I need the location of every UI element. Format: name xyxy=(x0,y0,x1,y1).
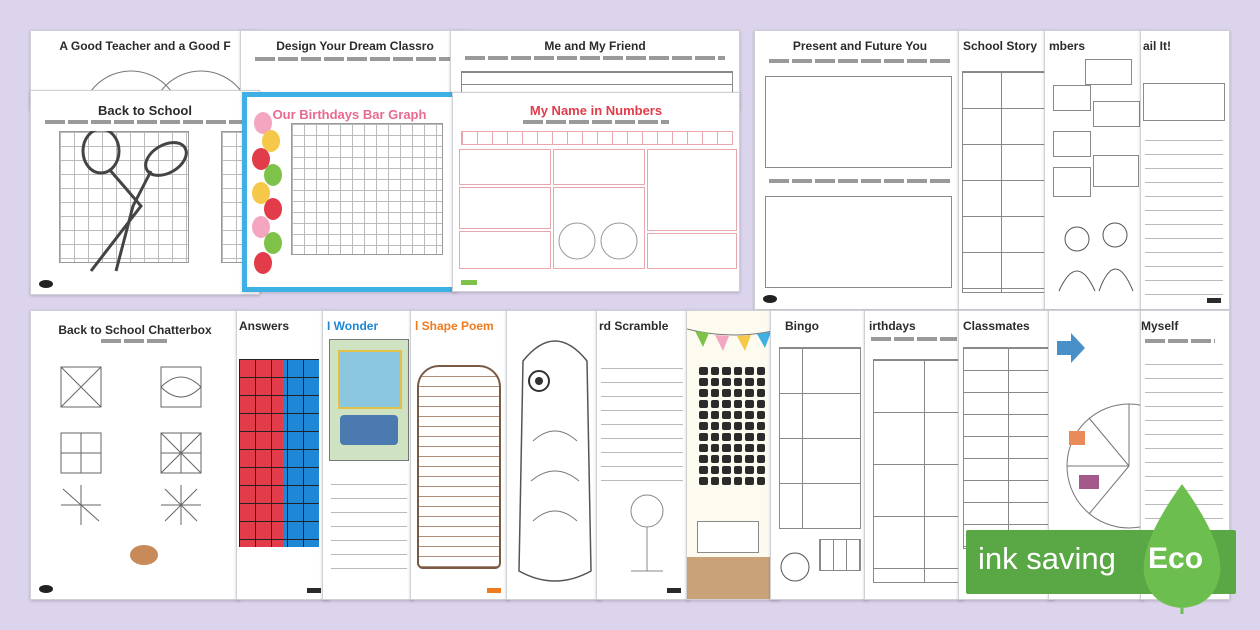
task-box xyxy=(459,231,551,269)
sheet-present-future xyxy=(754,30,966,310)
arrow-icon xyxy=(1053,331,1089,365)
sheet-shape-poem xyxy=(410,310,510,600)
sheet-wonder xyxy=(322,310,414,600)
instructions xyxy=(1145,339,1215,343)
task-box xyxy=(647,233,737,269)
sheet-numbers xyxy=(1044,30,1144,310)
sheet-word-scramble xyxy=(596,310,690,600)
sheet-title: Myself xyxy=(1141,319,1179,333)
answer-box xyxy=(697,521,759,553)
ink-saving-label: ink saving xyxy=(978,541,1116,576)
logo-mark xyxy=(39,280,53,288)
tally-box xyxy=(819,539,861,571)
sheet-title: School Story xyxy=(963,39,1038,53)
task-box xyxy=(459,149,551,185)
story-table xyxy=(962,71,1048,293)
classroom-illustration xyxy=(329,339,409,461)
sheet-title: I Wonder xyxy=(327,319,379,333)
sheet-name-in-numbers xyxy=(452,92,740,292)
sheet-title: ail It! xyxy=(1143,39,1172,53)
present-drawing-box xyxy=(765,76,952,168)
logo-mark xyxy=(487,588,501,593)
sheet-title: Classmates xyxy=(963,319,1030,333)
sheet-bingo xyxy=(770,310,868,600)
ball-icon xyxy=(779,551,811,583)
logo-mark xyxy=(1207,298,1221,303)
sheet-title: My Name in Numbers xyxy=(529,103,663,118)
instructions xyxy=(101,339,169,343)
sheet-title: Our Birthdays Bar Graph xyxy=(272,107,427,122)
balloons-icon xyxy=(249,111,285,281)
logo-mark xyxy=(667,588,681,593)
sheet-title: Me and My Friend xyxy=(544,39,646,53)
sheet-title: irthdays xyxy=(869,319,916,333)
letter-grid xyxy=(699,367,765,485)
fact-box xyxy=(1053,85,1091,111)
future-drawing-box xyxy=(765,196,952,288)
folding-steps xyxy=(49,355,229,575)
sheet-school-story xyxy=(958,30,1050,310)
task-box xyxy=(647,149,737,231)
logo-mark xyxy=(307,588,321,593)
sheet-birthdays xyxy=(864,310,964,600)
sheet-back-to-school xyxy=(30,90,260,295)
scissors-icon xyxy=(71,131,201,281)
sheet-chatterbox xyxy=(30,310,240,600)
birthday-table xyxy=(873,359,959,583)
bunting xyxy=(687,323,780,353)
classmates-table xyxy=(963,347,1049,549)
backpack-shape xyxy=(417,365,501,569)
sheet-title: l Shape Poem xyxy=(415,319,494,333)
instructions xyxy=(769,59,951,63)
owl-illustration xyxy=(513,321,597,591)
sheet-title: Present and Future You xyxy=(792,39,928,53)
writing-lines xyxy=(331,471,407,581)
task-box xyxy=(553,149,645,185)
sheet-title: Answers xyxy=(239,319,290,333)
fact-box xyxy=(1053,167,1091,197)
instructions xyxy=(45,120,245,124)
sheet-birthdays-bar-graph xyxy=(242,92,457,292)
sheet-title: Design Your Dream Classro xyxy=(276,39,434,53)
task-box xyxy=(459,187,551,229)
logo-mark xyxy=(763,295,777,303)
sheet-wordsearch xyxy=(686,310,780,600)
circles xyxy=(557,219,639,263)
logo-mark xyxy=(461,280,477,285)
writing-lines xyxy=(601,355,683,485)
desk-illustration xyxy=(687,557,780,600)
fact-box xyxy=(1093,155,1139,187)
writing-lines xyxy=(1145,127,1223,297)
fact-box xyxy=(1085,59,1132,85)
spinner-wheel xyxy=(1049,401,1144,531)
fact-box xyxy=(1053,131,1091,157)
hundred-square xyxy=(239,359,319,547)
children-illustration xyxy=(1049,221,1139,301)
sheet-title: Back to School Chatterbox xyxy=(58,323,212,337)
instructions xyxy=(523,120,669,124)
sheet-nail-it xyxy=(1140,30,1230,310)
bar-graph-grid xyxy=(291,123,443,255)
logo-mark xyxy=(39,585,53,593)
fact-box xyxy=(1093,101,1140,127)
sheet-title: Bingo xyxy=(785,319,819,333)
tree-doodle xyxy=(617,491,677,581)
letter-boxes xyxy=(461,131,733,145)
instructions xyxy=(465,56,725,60)
sheet-title: mbers xyxy=(1049,39,1086,53)
instructions xyxy=(769,179,951,183)
header-box xyxy=(1143,83,1225,121)
sheet-title: rd Scramble xyxy=(599,319,669,333)
eco-label: Eco xyxy=(1148,542,1204,575)
sheet-owl-colouring xyxy=(506,310,602,600)
sheet-answers xyxy=(236,310,330,600)
instructions xyxy=(255,57,455,61)
instructions xyxy=(871,337,957,341)
bingo-grid xyxy=(779,347,861,529)
sheet-title: Back to School xyxy=(98,103,192,118)
sheet-title: A Good Teacher and a Good F xyxy=(59,39,231,53)
